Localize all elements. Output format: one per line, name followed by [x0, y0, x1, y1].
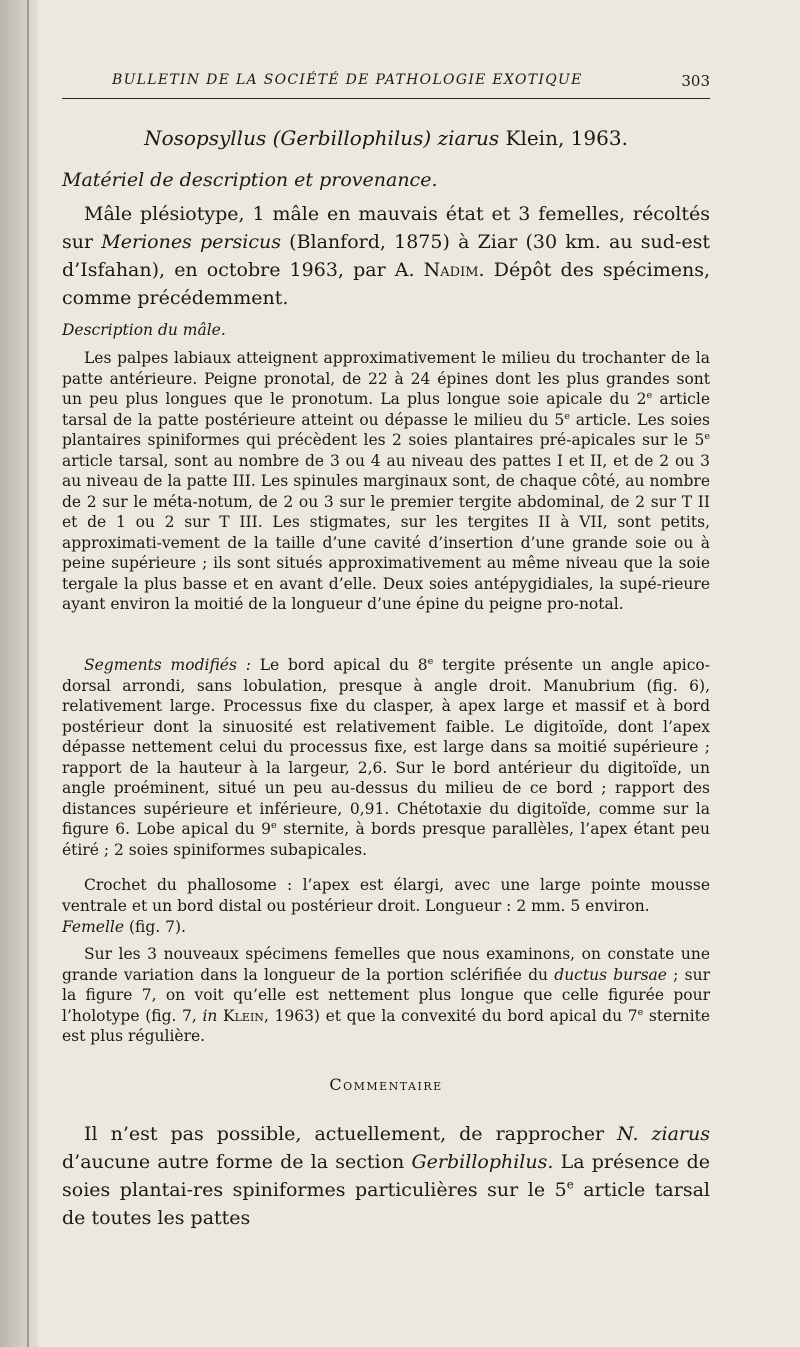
female-figure-ref: (fig. 7).	[124, 918, 186, 936]
male-text-4: article tarsal, sont au nombre de 3 ou 4 au niveau des pattes I et II, et de 2 ou 3 au niveau de la patte III. Les spinules marginaux sont, de chaque côté, au nombre de 2 sur le méta-notum, de 2 ou 3 sur le premier tergite abdominal, de 2 sur T II et de 1 ou 2 sur T III. Les stigmates, sur les tergites II à VII, sont petits, approximati-vement de la taille d’une cavité d’insertion d’une grande soie ou à peine supérieure ; ils sont situés approximativement au même niveau que la soie tergale la plus basse et en avant d’elle. Deux soies antépygidiales, la supé-rieure ayant environ la moitié de la longueur d’une épine du peigne pro-notal.	[62, 451, 710, 613]
comment-species: N. ziarus	[617, 1123, 710, 1145]
material-paragraph	[62, 200, 710, 312]
superscript: e	[564, 410, 570, 422]
page-header	[62, 72, 710, 99]
running-title: BULLETIN DE LA SOCIÉTÉ DE PATHOLOGIE EXOTIQUE	[112, 72, 583, 88]
superscript: e	[566, 1177, 574, 1192]
comment-text-2: d’aucune autre forme de la section	[62, 1151, 412, 1173]
superscript: e	[646, 389, 653, 401]
species-name: Nosopsyllus (Gerbillophilus) ziarus	[144, 126, 500, 150]
material-heading: Matériel de description et provenance.	[62, 169, 438, 191]
collector-name: Nadim	[423, 259, 479, 281]
female-heading	[62, 918, 186, 936]
ductus-bursae: ductus bursae	[554, 965, 667, 984]
comment-text-3: . La présence de soies plantai-res spiniformes particulières sur le 5	[62, 1151, 710, 1201]
segments-text-1: Le bord apical du 8	[250, 656, 428, 674]
female-text-1: Sur les 3 nouveaux spécimens femelles que nous examinons, on constate une grande variation dans la longueur de la portion sclérifiée du	[62, 945, 710, 984]
male-description-heading: Description du mâle.	[62, 321, 226, 339]
binding-edge	[27, 0, 29, 1347]
comment-text-1: Il n’est pas possible, actuellement, de rapprocher	[84, 1123, 618, 1145]
female-heading-label: Femelle	[62, 918, 125, 936]
material-text-3: . Dépôt des spécimens, comme précédemment.	[62, 259, 710, 309]
host-species: Meriones persicus	[101, 231, 281, 253]
male-text-2: article tarsal de la patte postérieure atteint ou dépasse le milieu du 5	[62, 390, 710, 429]
female-text-2: ; sur la figure 7, on voit qu’elle est nettement plus longue que celle figurée pour l’holotype (fig. 7,	[62, 965, 710, 1025]
female-text-3: , 1963) et que la convexité du bord apical du 7	[263, 1006, 638, 1025]
superscript: e	[271, 819, 277, 831]
segments-lead: Segments modifiés :	[84, 656, 251, 674]
segments-text-3: sternite, à bords presque parallèles, l’apex étant peu étiré ; 2 soies spiniformes subapicales.	[62, 820, 710, 859]
species-title	[62, 126, 710, 150]
female-paragraph	[62, 944, 710, 1047]
male-text-3: article. Les soies plantaires spiniformes qui précèdent les 2 soies plantaires pré-apicales sur le 5	[62, 410, 710, 449]
comment-section: Gerbillophilus	[411, 1151, 548, 1173]
male-text-1: Les palpes labiaux atteignent approximativement le milieu du trochanter de la patte antérieure. Peigne pronotal, de 22 à 24 épines dont les plus grandes sont un peu plus longues que le pronotum. La plus longue soie apicale du 2	[62, 349, 710, 408]
segments-text-2: tergite présente un angle apico-dorsal arrondi, sans lobulation, presque à angle droit. Manubrium (fig. 6), relativement large. Processus fixe du clasper, à apex large et massif et à bord postérieur dont la sinuosité est relativement faible. Le digitoïde, dont l’apex dépasse nettement celui du processus fixe, est large dans sa moitié supérieure ; rapport de la hauteur à la largeur, 2,6. Sur le bord antérieur du digitoïde, un angle proéminent, situé un peu au-dessus du milieu de ce bord ; rapport des distances supérieure et inférieure, 0,91. Chétotaxie du digitoïde, comme sur la figure 6. Lobe apical du 9	[62, 656, 711, 838]
page-number: 303	[681, 72, 710, 90]
segments-paragraph	[62, 655, 710, 860]
comment-text-4: article tarsal de toutes les pattes	[62, 1179, 710, 1229]
material-text-2: (Blanford, 1875) à Ziar (30 km. au sud-est d’Isfahan), en octobre 1963, par A.	[62, 231, 711, 281]
page-gutter-shadow	[0, 0, 38, 1347]
species-authority: Klein, 1963.	[505, 126, 628, 150]
commentaire-heading: Commentaire	[329, 1075, 443, 1094]
superscript: e	[637, 1006, 644, 1018]
crochet-paragraph: Crochet du phallosome : l’apex est élargi, avec une large pointe mousse ventrale et un bord distal ou postérieur droit. Longueur : 2 mm. 5 environ.	[62, 876, 710, 915]
superscript: e	[704, 430, 710, 442]
commentaire-paragraph	[62, 1120, 710, 1232]
male-description-paragraph	[62, 348, 710, 615]
superscript: e	[427, 655, 434, 667]
author-name: Klein	[217, 1006, 264, 1025]
in-word: in	[202, 1006, 218, 1025]
female-text-4: sternite est plus régulière.	[62, 1006, 710, 1045]
material-text-1: Mâle plésiotype, 1 mâle en mauvais état et 3 femelles, récoltés sur	[62, 203, 710, 253]
